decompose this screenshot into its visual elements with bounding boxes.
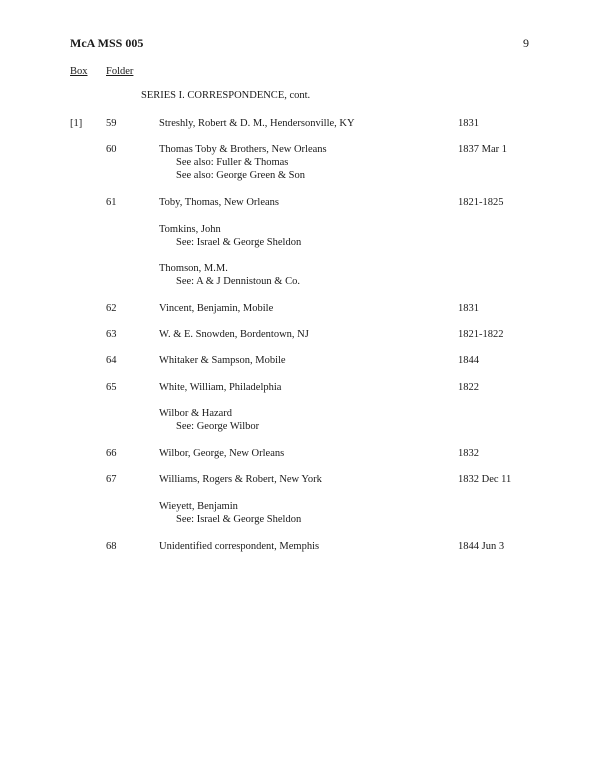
entry-date: 1831 <box>458 303 479 314</box>
folder-number: 66 <box>106 448 117 459</box>
see-also-reference: See also: Fuller & Thomas <box>176 157 289 168</box>
entry-title: Thomas Toby & Brothers, New Orleans <box>159 144 327 155</box>
entry-title: Thomson, M.M. <box>159 263 228 274</box>
entry-date: 1832 Dec 11 <box>458 474 512 485</box>
entry-title: Vincent, Benjamin, Mobile <box>159 303 274 314</box>
page-number: 9 <box>523 36 529 50</box>
entry-title: Streshly, Robert & D. M., Hendersonville, KY <box>159 118 355 129</box>
series-title: SERIES I. CORRESPONDENCE, cont. <box>141 90 311 101</box>
folder-number: 64 <box>106 355 117 366</box>
folder-number: 59 <box>106 118 117 129</box>
folder-column-heading: Folder <box>106 66 134 77</box>
folder-number: 60 <box>106 144 117 155</box>
entry-title: Williams, Rogers & Robert, New York <box>159 474 322 485</box>
folder-number: 63 <box>106 329 117 340</box>
entry-title: Toby, Thomas, New Orleans <box>159 197 279 208</box>
see-also-reference: See also: George Green & Son <box>176 170 305 181</box>
entry-date: 1832 <box>458 448 479 459</box>
entry-date: 1844 <box>458 355 479 366</box>
entry-title: Wilbor, George, New Orleans <box>159 448 285 459</box>
see-reference: See: A & J Dennistoun & Co. <box>176 276 300 287</box>
box-number: [1] <box>70 118 83 129</box>
entry-date: 1822 <box>458 382 479 393</box>
see-reference: See: Israel & George Sheldon <box>176 237 302 248</box>
folder-number: 67 <box>106 474 117 485</box>
folder-number: 62 <box>106 303 117 314</box>
folder-number: 68 <box>106 541 117 552</box>
entry-title: Wieyett, Benjamin <box>159 501 238 512</box>
entry-title: Whitaker & Sampson, Mobile <box>159 355 286 366</box>
see-reference: See: George Wilbor <box>176 421 260 432</box>
entry-title: Unidentified correspondent, Memphis <box>159 541 320 552</box>
entry-title: Tomkins, John <box>159 224 221 235</box>
page-id: McA MSS 005 <box>70 36 144 50</box>
entry-title: Wilbor & Hazard <box>159 408 233 419</box>
entry-date: 1821-1825 <box>458 197 504 208</box>
entry-title: W. & E. Snowden, Bordentown, NJ <box>159 329 309 340</box>
entry-date: 1821-1822 <box>458 329 504 340</box>
box-column-heading: Box <box>70 66 88 77</box>
entry-date: 1837 Mar 1 <box>458 144 507 155</box>
folder-number: 65 <box>106 382 117 393</box>
entry-date: 1831 <box>458 118 479 129</box>
entry-title: White, William, Philadelphia <box>159 382 282 393</box>
entry-date: 1844 Jun 3 <box>458 541 505 552</box>
folder-number: 61 <box>106 197 117 208</box>
see-reference: See: Israel & George Sheldon <box>176 514 302 525</box>
